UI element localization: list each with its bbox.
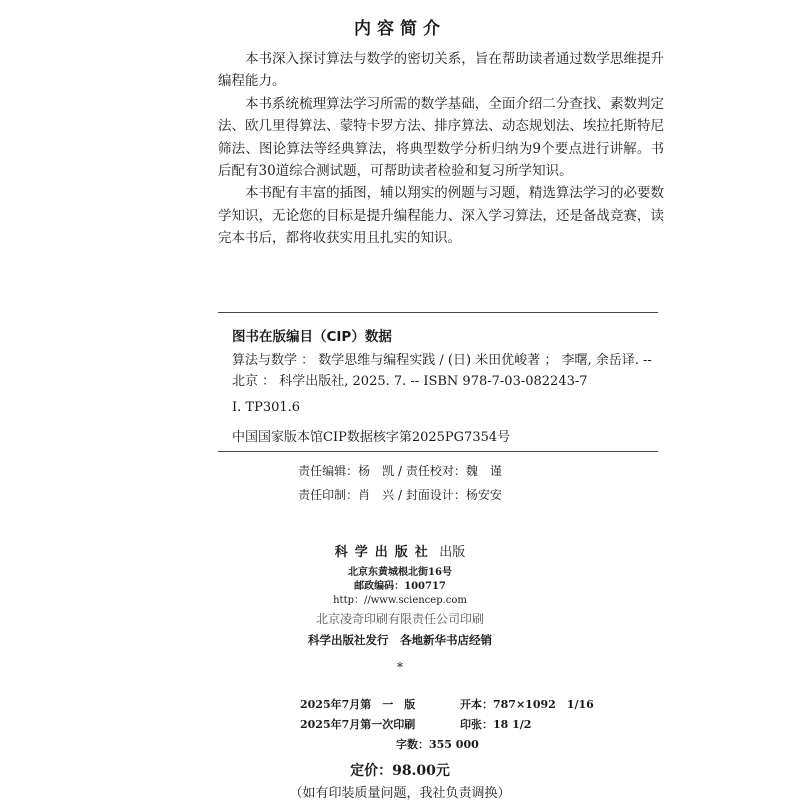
word-count: 字数：355 000 bbox=[396, 738, 479, 751]
first-printing: 2025年7月第一次印刷 bbox=[300, 718, 416, 731]
cip-classification: Ⅰ. TP301.6 bbox=[232, 400, 301, 415]
publisher-suffix: 出版 bbox=[439, 545, 466, 560]
publisher-line bbox=[0, 541, 800, 560]
cip-record-number: 中国国家版本馆CIP数据核字第2025PG7354号 bbox=[232, 430, 511, 445]
publisher-name: 科学出版社 bbox=[334, 545, 435, 560]
summary-text bbox=[218, 48, 664, 250]
summary-paragraph-1: 本书深入探讨算法与数学的密切关系，旨在帮助读者通过数学思维提升编程能力。 bbox=[218, 51, 664, 90]
credits-production: 责任印制：肖 兴 / 封面设计：杨安安 bbox=[298, 488, 502, 502]
summary-paragraph-2: 本书系统梳理算法学习所需的数学基础，全面介绍二分查找、素数判定法、欧几里得算法、蒙特卡罗方法、排序算法、动态规划法、埃拉托斯特尼筛法、图论算法等经典算法，将典型数学分析归纳为9个要点进行讲解。书后配有30道综合测试题，可帮助读者检验和复习所学知识。 bbox=[218, 95, 664, 180]
cip-bottom-rule bbox=[218, 451, 658, 452]
printer: 北京凌奇印刷有限责任公司印刷 bbox=[315, 612, 484, 626]
cip-top-rule bbox=[218, 312, 658, 313]
sheets: 印张：18 1/2 bbox=[460, 718, 532, 731]
separator-star: * bbox=[397, 660, 403, 674]
price: 定价：98.00元 bbox=[350, 763, 450, 779]
publisher-address: 北京东黄城根北街16号 bbox=[348, 567, 452, 578]
publisher-postcode: 邮政编码：100717 bbox=[354, 581, 446, 592]
format: 开本：787×1092 1/16 bbox=[460, 698, 594, 711]
summary-title: 内容简介 bbox=[354, 19, 446, 39]
first-edition: 2025年7月第 一 版 bbox=[300, 698, 416, 711]
publisher-website: http：//www.sciencep.com bbox=[333, 595, 467, 606]
summary-paragraph-3: 本书配有丰富的插图，辅以翔实的例题与习题，精选算法学习的必要数学知识，无论您的目标是提升编程能力、深入学习算法，还是备战竞赛，读完本书后，都将收获实用且扎实的知识。 bbox=[218, 185, 664, 247]
distribution: 科学出版社发行 各地新华书店经销 bbox=[308, 633, 492, 647]
cip-heading: 图书在版编目（CIP）数据 bbox=[232, 329, 392, 345]
quality-notice: （如有印装质量问题，我社负责调换） bbox=[289, 786, 511, 801]
credits-editors: 责任编辑：杨 凯 / 责任校对：魏 谨 bbox=[298, 464, 502, 478]
cip-record: 算法与数学 ： 数学思维与编程实践 / (日) 米田优峻著 ； 李曙, 余岳译. -- 北京 ： 科学出版社, 2025. 7. -- ISBN 978-7-03-082243-7 bbox=[232, 353, 652, 389]
